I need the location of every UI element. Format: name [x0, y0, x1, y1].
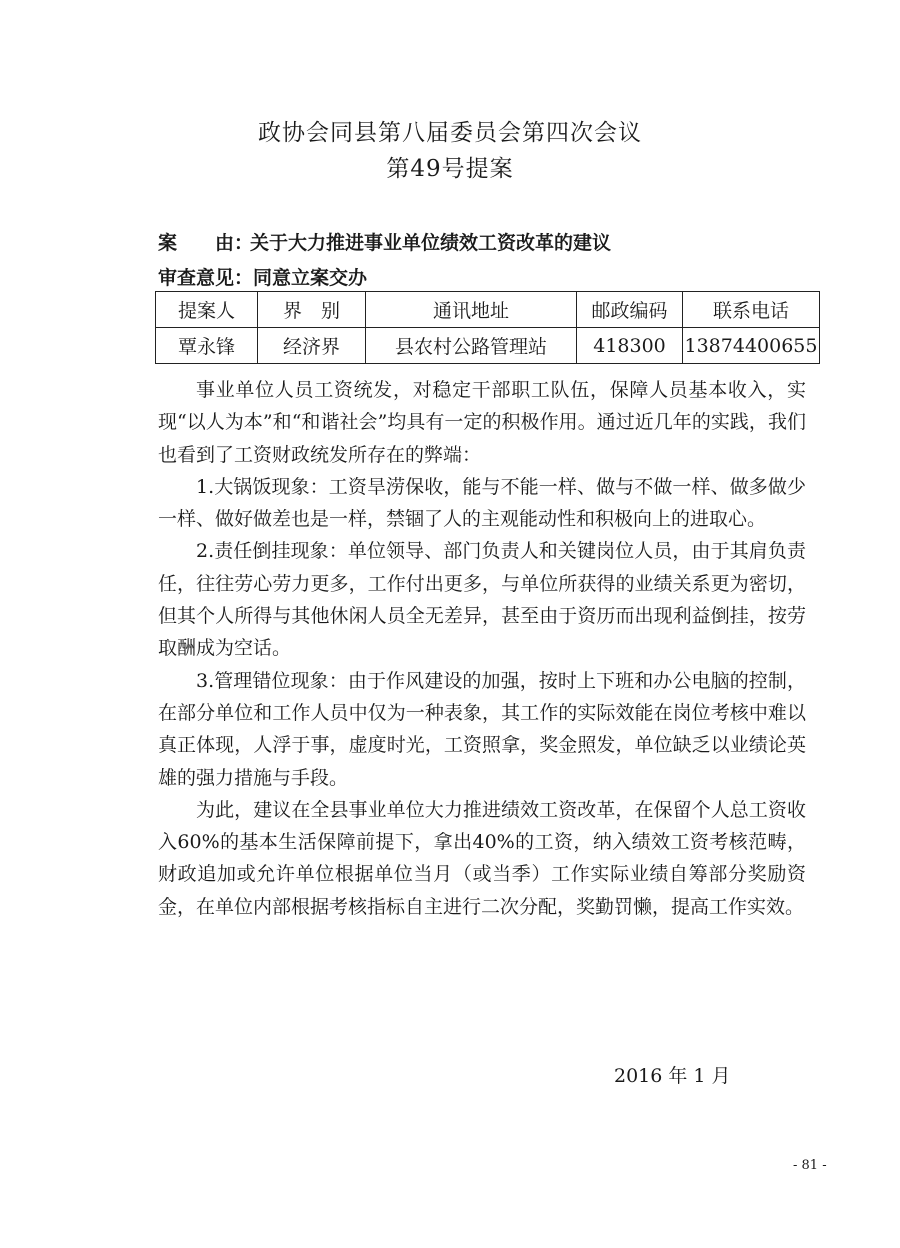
cell-sector: 经济界: [258, 328, 366, 364]
table-header-row: [156, 292, 820, 328]
proposal-body: [158, 374, 806, 923]
paragraph-point-2: 2.责任倒挂现象：单位领导、部门负责人和关键岗位人员，由于其肩负责任，往往劳心劳力更多，工作付出更多，与单位所获得的业绩关系更为密切，但其个人所得与其他休闲人员全无差异，甚至由于资历而出现利益倒挂，按劳取酬成为空话。: [158, 540, 806, 660]
case-reason-label: 案 由：: [158, 232, 254, 254]
page-number: - 81 -: [793, 1158, 827, 1173]
case-reason: [158, 228, 611, 255]
paragraph-intro: 事业单位人员工资统发，对稳定干部职工队伍，保障人员基本收入，实现“以人为本”和“和谐社会”均具有一定的积极作用。通过近几年的实践，我们也看到了工资财政统发所存在的弊端：: [158, 379, 806, 466]
paragraph-point-1: 1.大锅饭现象：工资旱涝保收，能与不能一样、做与不做一样、做多做少一样、做好做差也是一样，禁锢了人的主观能动性和积极向上的进取心。: [158, 475, 806, 531]
cell-address: 县农村公路管理站: [366, 328, 577, 364]
header-proposer: 提案人: [156, 292, 258, 328]
header-sector: 界 别: [258, 292, 366, 328]
header-address: 通讯地址: [366, 292, 577, 328]
header-postcode: 邮政编码: [577, 292, 683, 328]
table-row: [156, 328, 820, 364]
paragraph-point-3: 3.管理错位现象：由于作风建设的加强，按时上下班和办公电脑的控制，在部分单位和工作人员中仅为一种表象，其工作的实际效能在岗位考核中难以真正体现，人浮于事，虚度时光，工资照拿，奖金照发，单位缺乏以业绩论英雄的强力措施与手段。: [158, 669, 806, 789]
cell-postcode: 418300: [577, 328, 683, 364]
review-opinion-label: 审查意见：: [158, 267, 254, 289]
document-date: 2016 年 1 月: [614, 1065, 731, 1087]
review-opinion-text: 同意立案交办: [253, 267, 368, 289]
cell-proposer: 覃永锋: [156, 328, 258, 364]
case-reason-text: 关于大力推进事业单位绩效工资改革的建议: [250, 232, 612, 254]
proposer-info-table: [155, 291, 820, 364]
paragraph-suggestion: 为此，建议在全县事业单位大力推进绩效工资改革，在保留个人总工资收入60%的基本生活保障前提下，拿出40%的工资，纳入绩效工资考核范畴，财政追加或允许单位根据单位当月（或当季）工作实际业绩自筹部分奖励资金，在单位内部根据考核指标自主进行二次分配，奖勤罚懒，提高工作实效。: [158, 798, 806, 918]
header-phone: 联系电话: [683, 292, 820, 328]
proposal-number: 第49号提案: [386, 156, 514, 182]
document-title: 政协会同县第八届委员会第四次会议: [258, 120, 642, 146]
cell-phone: 13874400655: [683, 328, 820, 364]
review-opinion: [158, 263, 367, 290]
